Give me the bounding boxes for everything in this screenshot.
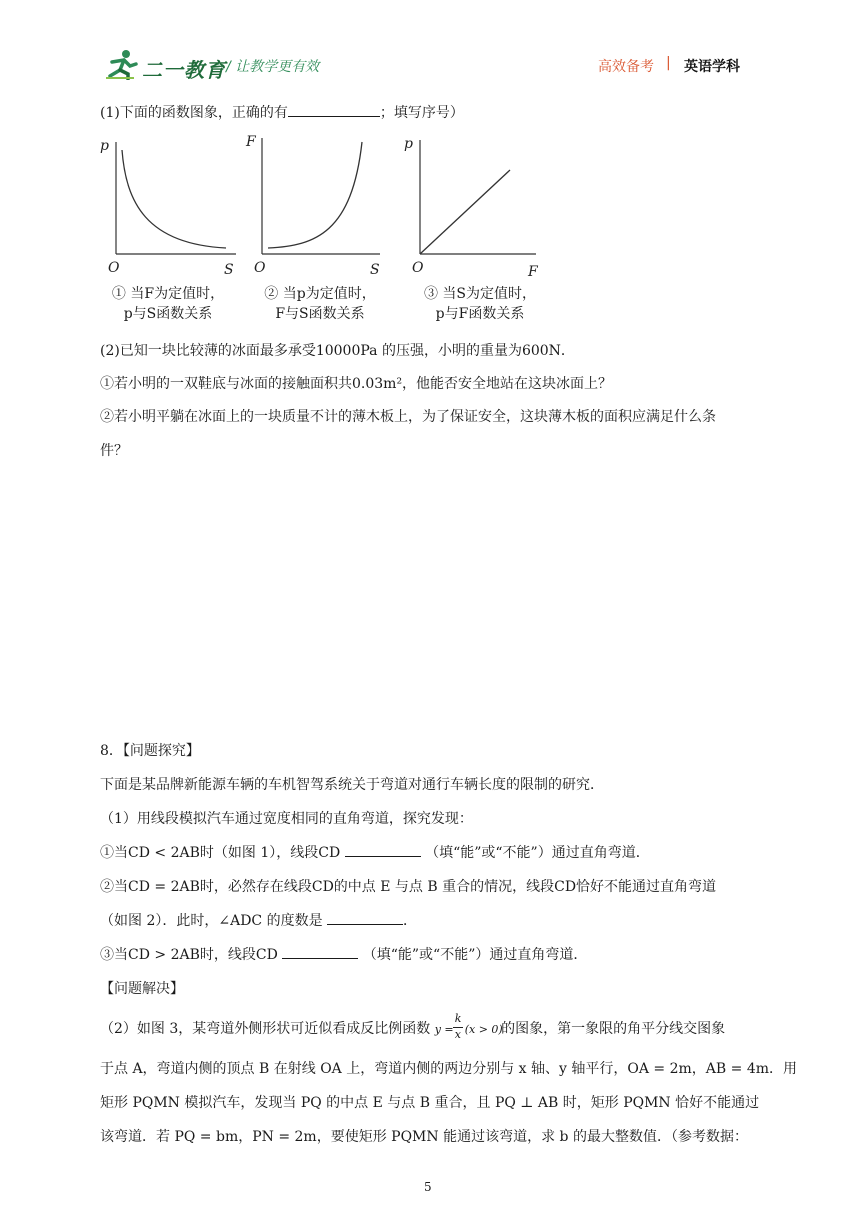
q8-case2-cont-text: （如图 2）．此时，∠ADC 的度数是 [100,913,323,929]
logo-runner-icon [104,48,140,80]
answer-blank [345,842,421,857]
answer-blank [327,910,403,925]
function-graphs [96,132,556,280]
q8-sub2-line2: 于点 A，弯道内侧的顶点 B 在射线 OA 上，弯道内侧的两边分别与 x 轴、y 轴平行，OA = 2m，AB = 4m．用 [100,1061,798,1077]
q8-case2-cont [100,910,417,930]
formula [434,1012,503,1042]
graph-1-ylabel: p [100,138,109,154]
q7-part2-sub1: ①若小明的一双鞋底与冰面的接触面积共0.03m²，他能否安全地站在这块冰面上？ [100,376,613,392]
graph-3 [404,136,539,280]
q7-part2-sub2: ②若小明平躺在冰面上的一块质量不计的薄木板上，为了保证安全，这块薄木板的面积应满足什么条 [100,409,716,425]
brand-logo-text: 二一教育 [142,58,226,82]
q8-case3-end: （填“能”或“不能”）通过直角弯道． [362,947,588,963]
q8-sub2-line3: 矩形 PQMN 模拟汽车，发现当 PQ 的中点 E 与点 B 重合，且 PQ ⊥ AB 时，矩形 PQMN 恰好不能通过 [100,1095,760,1111]
formula-num: k [454,1012,462,1025]
graph-2-caption-line1: ② 当p为定值时， [264,286,376,302]
q8-intro: 下面是某品牌新能源车辆的车机智驾系统关于弯道对通行车辆长度的限制的研究． [100,777,604,793]
q8-case2: ②当CD = 2AB时，必然存在线段CD的中点 E 与点 B 重合的情况，线段CD恰好不能通过直角弯道 [100,879,717,895]
q8-sub2-text-end: 的图象，第一象限的角平分线交图象 [501,1021,726,1037]
formula-den: x [454,1028,461,1041]
q8-case2-cont-end: ． [403,913,418,929]
graph-2 [245,134,380,278]
q7-part2-sub2-cont: 件？ [100,443,128,459]
graph-3-origin: O [412,260,424,276]
graph-2-caption-line2: F与S函数关系 [275,306,365,322]
graph-1-caption-line1: ① 当F为定值时， [111,286,225,302]
graph-3-caption-line1: ③ 当S为定值时， [423,286,537,302]
answer-blank [288,102,380,117]
q8-sub2-text: （2）如图 3，某弯道外侧形状可近似看成反比例函数 [100,1021,431,1037]
graph-2-caption [250,284,390,324]
graph-1-origin: O [108,260,120,276]
q8-sub2-line4: 该弯道．若 PQ = bm，PN = 2m，要使矩形 PQMN 能通过该弯道，求 b 的最大整数值．（参考数据： [100,1129,748,1145]
graph-3-xlabel: F [528,264,538,280]
subject-label: 英语学科 [684,59,740,75]
formula-lhs: y = [434,1023,454,1036]
graph-2-ylabel: F [246,134,256,150]
graph-1-caption-line2: p与S函数关系 [123,306,213,322]
q8-case1-text: ①当CD < 2AB时（如图 1），线段CD [100,845,341,861]
q8-sub1: （1）用线段模拟汽车通过宽度相同的直角弯道，探究发现： [100,811,473,827]
header-separator: | [666,55,671,71]
q8-case1-end: （填“能”或“不能”）通过直角弯道． [425,845,650,861]
header [0,40,860,90]
graph-3-caption [410,284,550,324]
q8-sub2 [100,1012,726,1042]
q7-part1-end: ；填写序号） [379,105,464,121]
q8-title2: 【问题解决】 [100,981,184,997]
q8-case1 [100,842,650,862]
graph-3-caption-line2: p与F函数关系 [435,306,525,322]
answer-blank [282,944,358,959]
graph-3-ylabel: p [404,136,413,152]
graph-1-caption [98,284,238,324]
q8-case3 [100,944,587,964]
q7-part1 [100,102,464,122]
graph-1-xlabel: S [224,262,234,278]
page-number: 5 [424,1180,432,1194]
graph-2-xlabel: S [370,262,380,278]
q8-case3-text: ③当CD > 2AB时，线段CD [100,947,278,963]
q7-part1-text: (1)下面的函数图象，正确的有 [100,105,288,121]
q8-title: 8．【问题探究】 [100,743,200,759]
formula-cond: (x > 0) [464,1023,503,1036]
graph-1 [100,138,236,278]
slogan: / 让教学更有效 [226,59,320,75]
q7-part2: (2)已知一块比较薄的冰面最多承受10000Pa 的压强，小明的重量为600N． [100,343,575,359]
graph-2-origin: O [254,260,266,276]
exam-label: 高效备考 [598,59,654,75]
